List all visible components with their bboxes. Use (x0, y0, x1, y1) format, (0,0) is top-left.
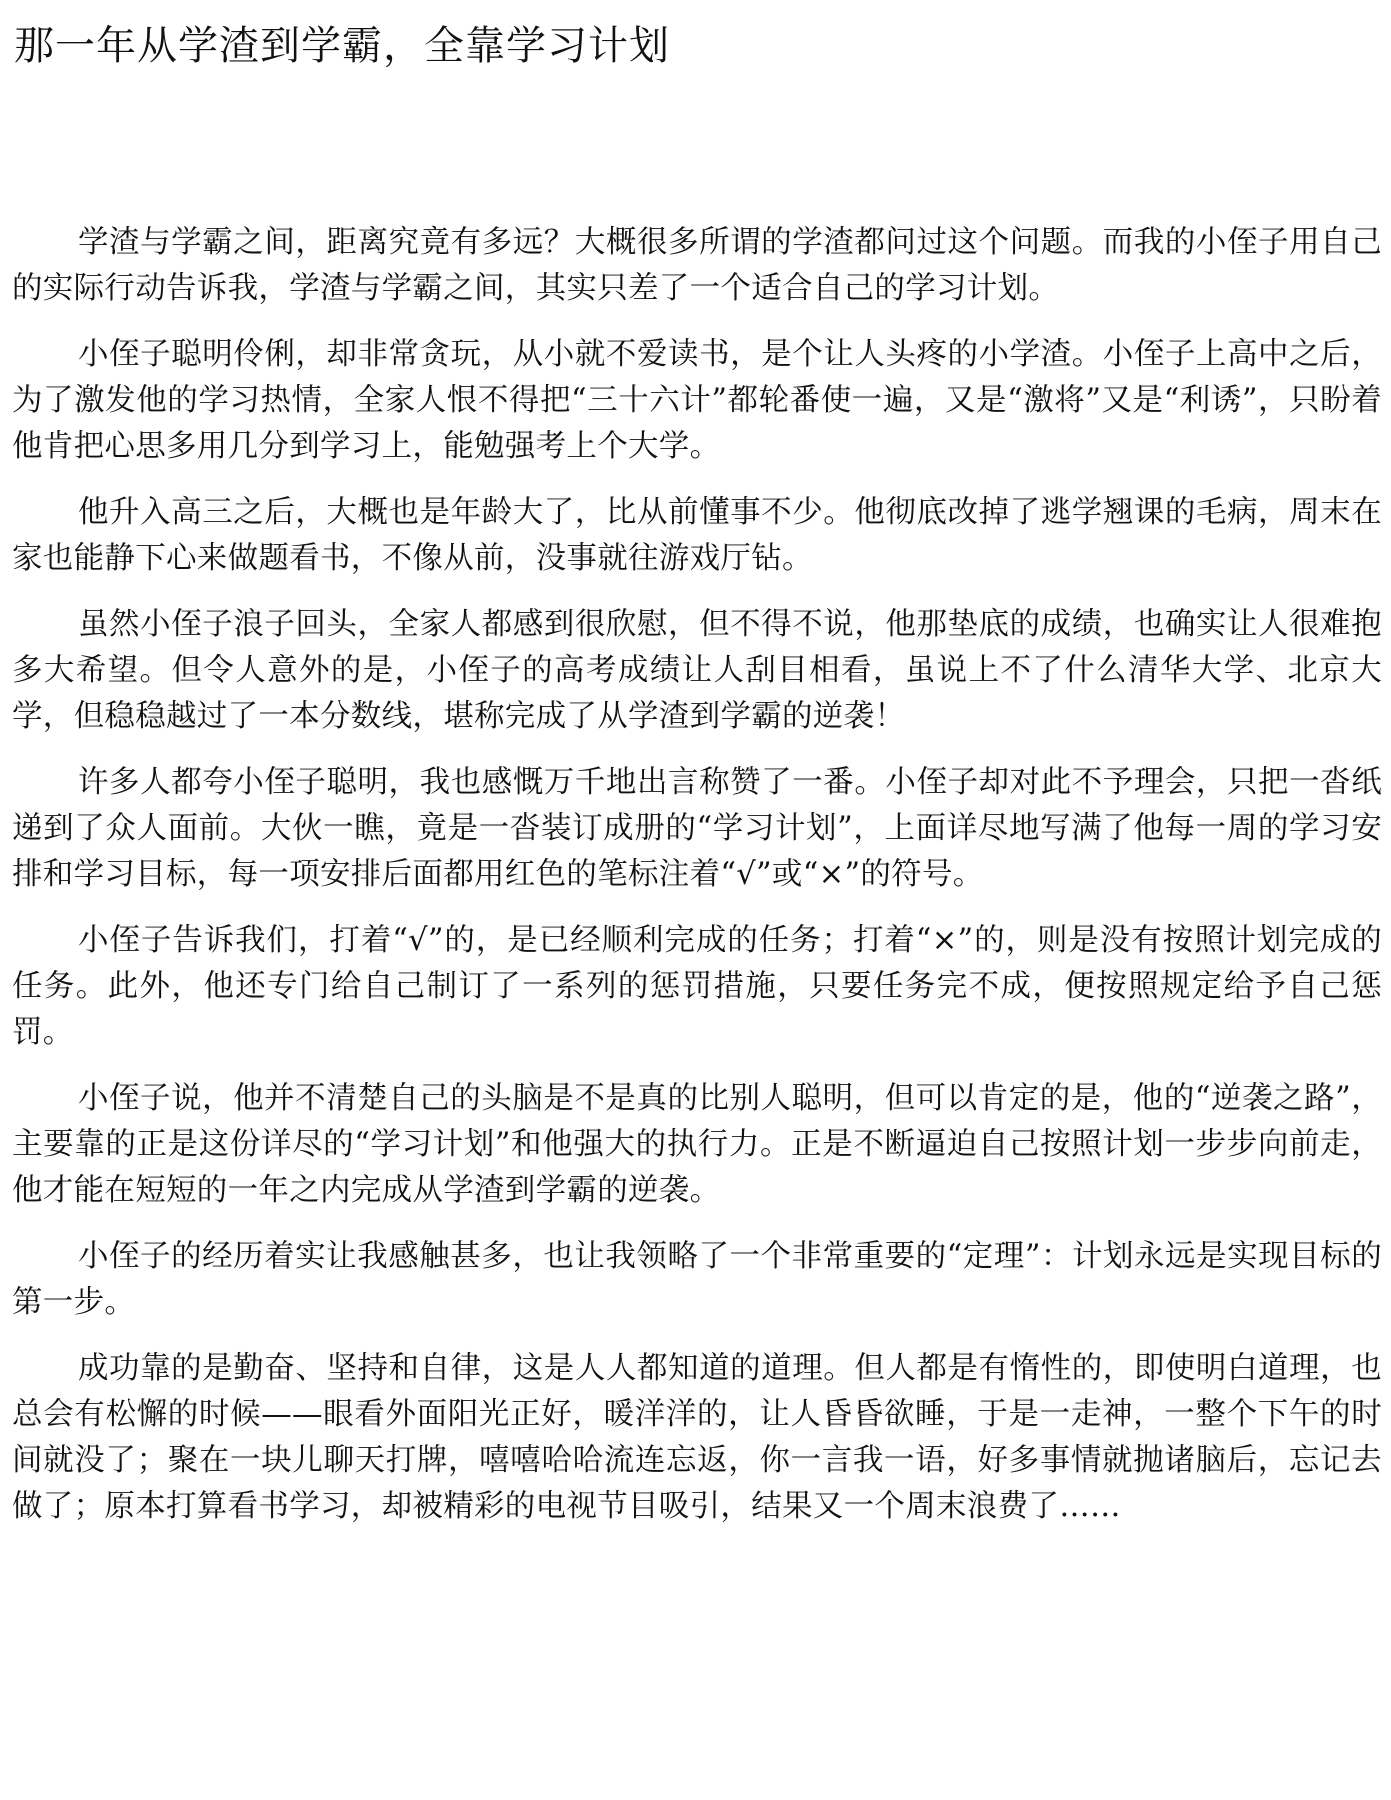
page-title: 那一年从学渣到学霸，全靠学习计划 (14, 23, 670, 69)
paragraph-6: 小侄子告诉我们，打着“√”的，是已经顺利完成的任务；打着“×”的，则是没有按照计划完成的任务。此外，他还专门给自己制订了一系列的惩罚措施，只要任务完不成，便按照规定给予自己惩罚。 (12, 923, 1382, 1050)
paragraph-8: 小侄子的经历着实让我感触甚多，也让我领略了一个非常重要的“定理”：计划永远是实现目标的第一步。 (12, 1239, 1382, 1320)
paragraph-9: 成功靠的是勤奋、坚持和自律，这是人人都知道的道理。但人都是有惰性的，即使明白道理，也总会有松懈的时候——眼看外面阳光正好，暖洋洋的，让人昏昏欲睡，于是一走神，一整个下午的时间就没了；聚在一块儿聊天打牌，嘻嘻哈哈流连忘返，你一言我一语，好多事情就抛诸脑后，忘记去做了；原本打算看书学习，却被精彩的电视节目吸引，结果又一个周末浪费了…… (12, 1351, 1382, 1524)
paragraph-1: 学渣与学霸之间，距离究竟有多远？大概很多所谓的学渣都问过这个问题。而我的小侄子用自己的实际行动告诉我，学渣与学霸之间，其实只差了一个适合自己的学习计划。 (12, 225, 1382, 306)
paragraph-3: 他升入高三之后，大概也是年龄大了，比从前懂事不少。他彻底改掉了逃学翘课的毛病，周末在家也能静下心来做题看书，不像从前，没事就往游戏厅钻。 (12, 495, 1382, 576)
article-body (12, 220, 1382, 1550)
paragraph-2: 小侄子聪明伶俐，却非常贪玩，从小就不爱读书，是个让人头疼的小学渣。小侄子上高中之后，为了激发他的学习热情，全家人恨不得把“三十六计”都轮番使一遍，又是“激将”又是“利诱”，只盼着他肯把心思多用几分到学习上，能勉强考上个大学。 (12, 337, 1382, 464)
paragraph-5: 许多人都夸小侄子聪明，我也感慨万千地出言称赞了一番。小侄子却对此不予理会，只把一沓纸递到了众人面前。大伙一瞧，竟是一沓装订成册的“学习计划”，上面详尽地写满了他每一周的学习安排和学习目标，每一项安排后面都用红色的笔标注着“√”或“×”的符号。 (12, 765, 1382, 892)
paragraph-7: 小侄子说，他并不清楚自己的头脑是不是真的比别人聪明，但可以肯定的是，他的“逆袭之路”，主要靠的正是这份详尽的“学习计划”和他强大的执行力。正是不断逼迫自己按照计划一步步向前走，他才能在短短的一年之内完成从学渣到学霸的逆袭。 (12, 1081, 1382, 1208)
paragraph-4: 虽然小侄子浪子回头，全家人都感到很欣慰，但不得不说，他那垫底的成绩，也确实让人很难抱多大希望。但令人意外的是，小侄子的高考成绩让人刮目相看，虽说上不了什么清华大学、北京大学，但稳稳越过了一本分数线，堪称完成了从学渣到学霸的逆袭！ (12, 607, 1382, 734)
